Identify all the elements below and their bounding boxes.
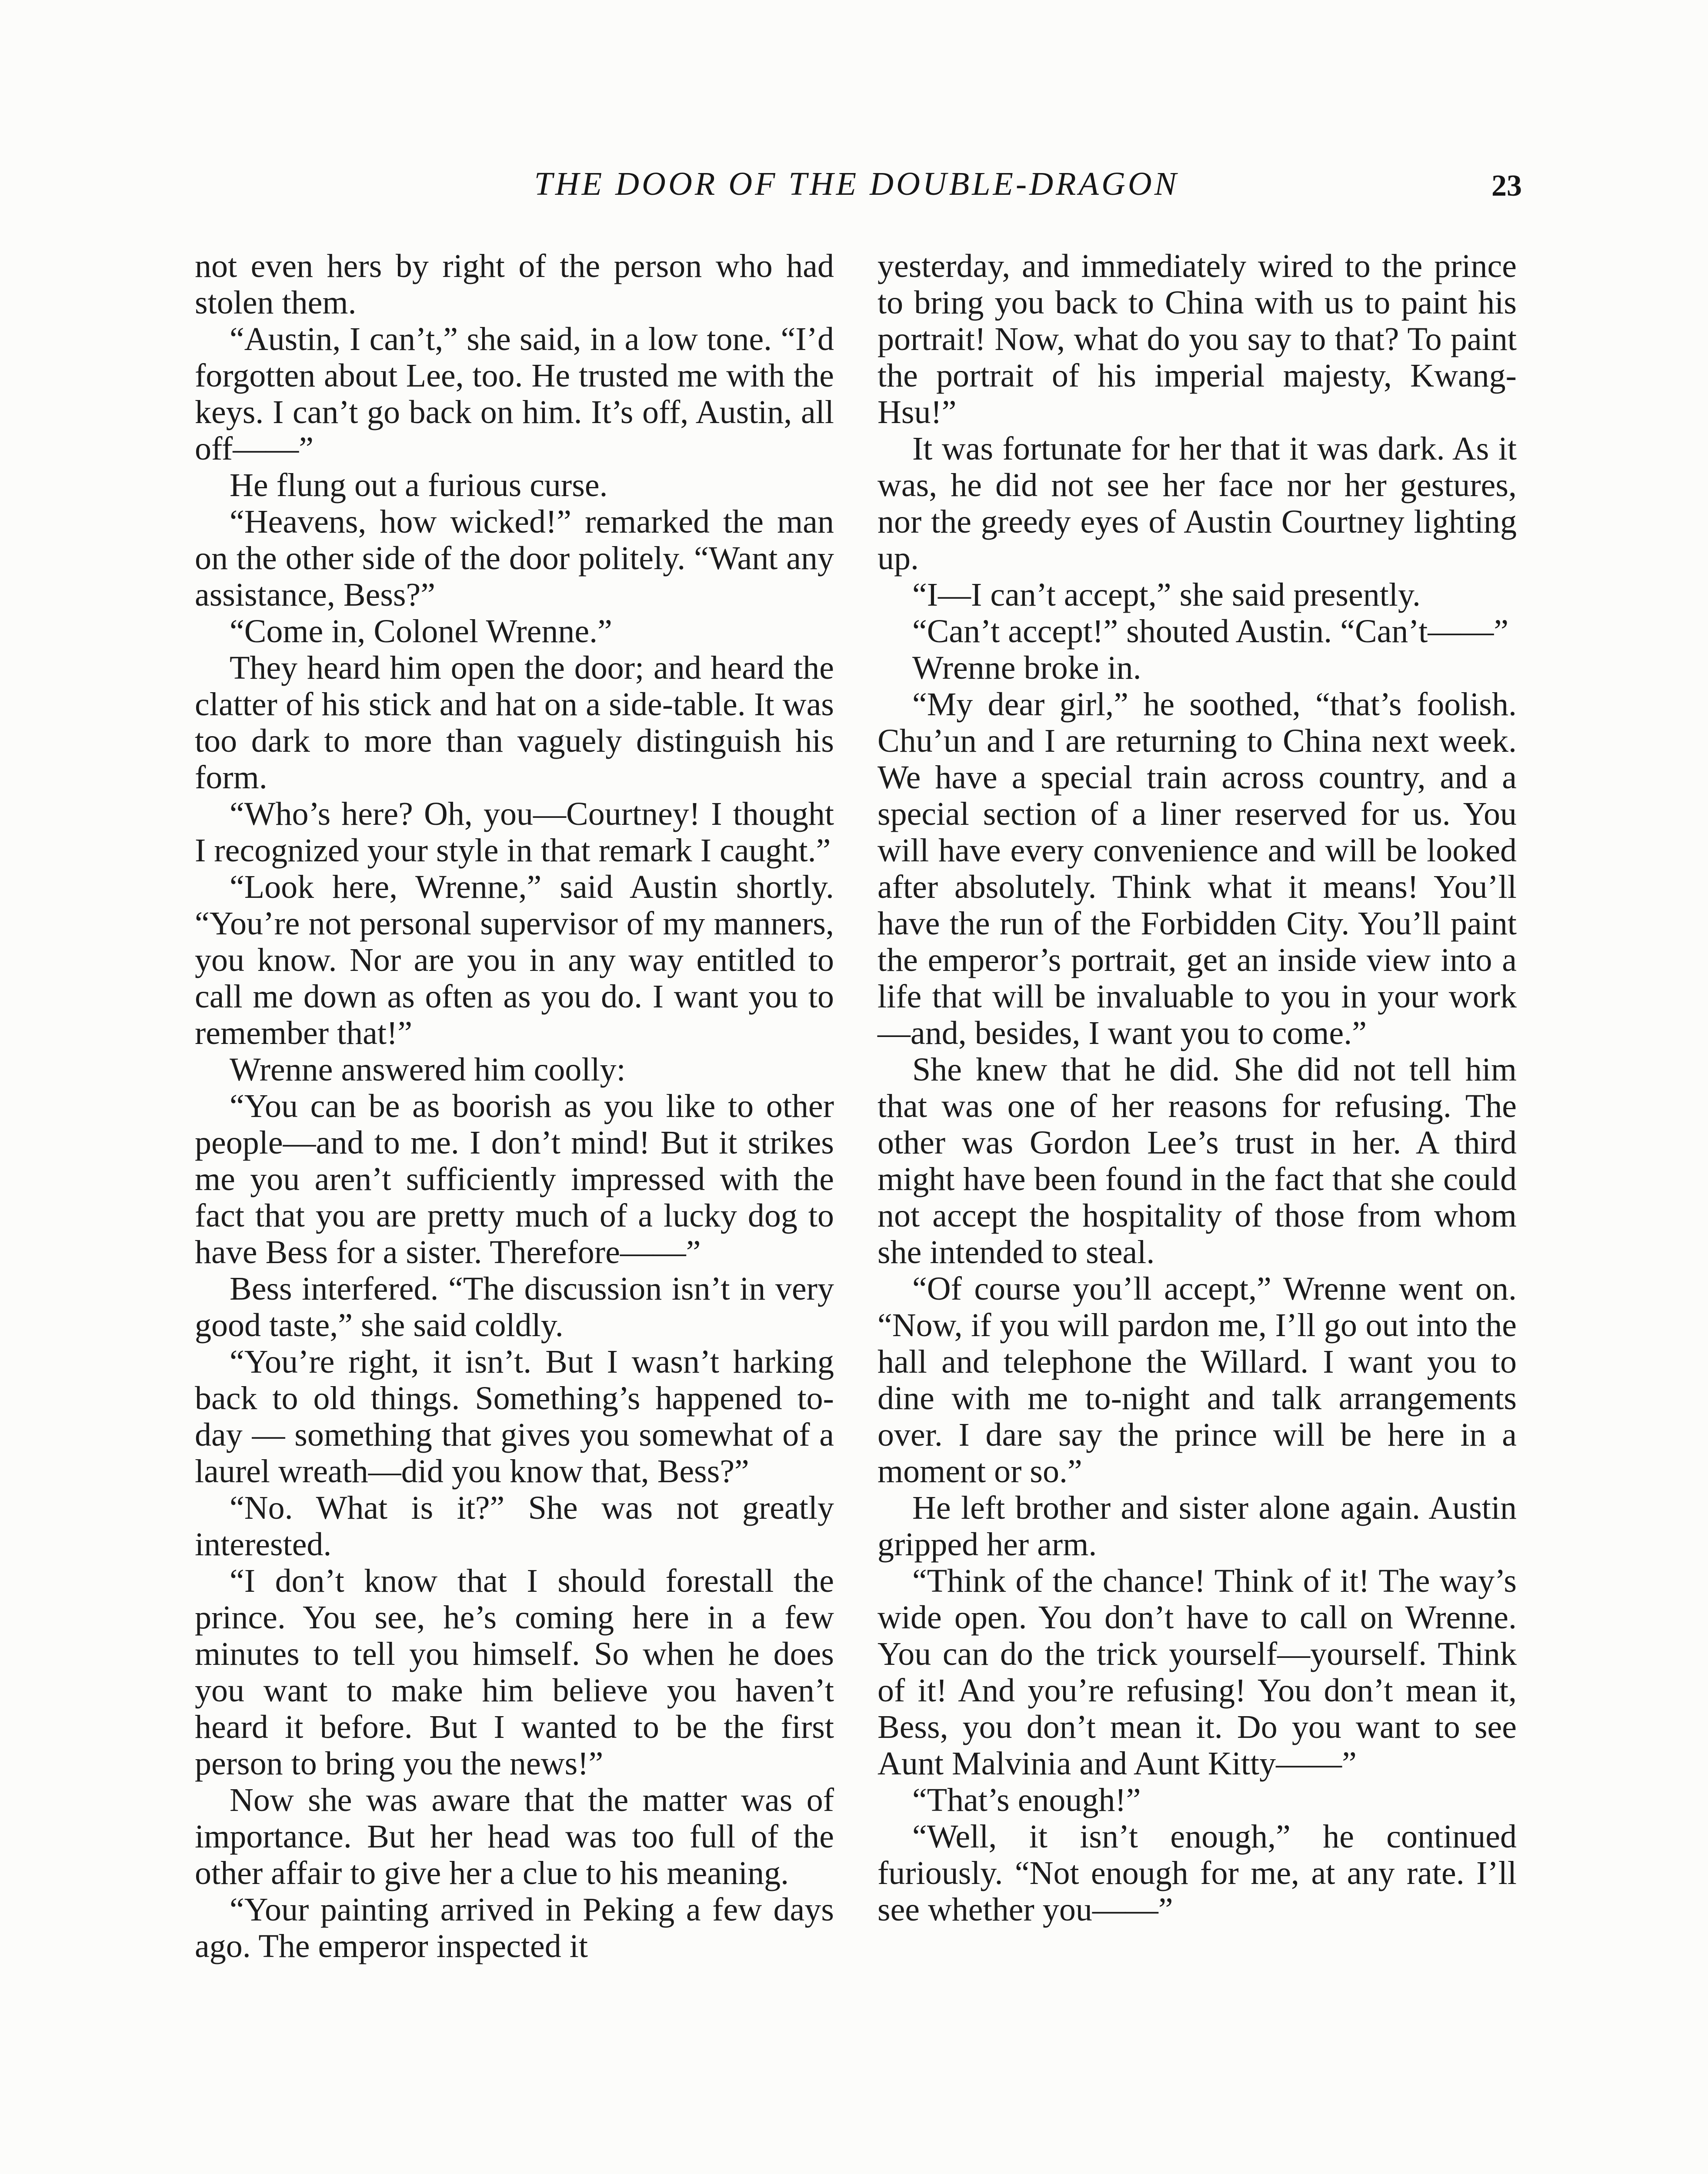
paragraph: “Think of the chance! Think of it! The way’s wide open. You don’t have to call on Wrenne. You can do the trick yourself—yourself. Think of it! And you’re refusing! You don’t mean it, Bess, you don’t mean it. Do you want to see Aunt Malvinia and Aunt Kitty——” bbox=[877, 1563, 1517, 1782]
paragraph: She knew that he did. She did not tell him that was one of her reasons for refusing. The other was Gordon Lee’s trust in her. A third might have been found in the fact that she could not accept the hospitality of those from whom she intended to steal. bbox=[877, 1051, 1517, 1270]
right-column bbox=[877, 248, 1517, 1928]
paragraph: not even hers by right of the person who had stolen them. bbox=[195, 248, 834, 321]
paragraph: “Heavens, how wicked!” remarked the man on the other side of the door politely. “Want any assistance, Bess?” bbox=[195, 503, 834, 613]
paragraph: “I don’t know that I should forestall the prince. You see, he’s coming here in a few minutes to tell you himself. So when he does you want to make him believe you haven’t heard it before. But I wanted to be the first person to bring you the news!” bbox=[195, 1563, 834, 1782]
paragraph: Wrenne broke in. bbox=[912, 650, 1141, 686]
paragraph: “You can be as boorish as you like to other people—and to me. I don’t mind! But it strikes me you aren’t sufficiently impressed with the fact that you are pretty much of a lucky dog to have Bess for a sister. Therefore——” bbox=[195, 1088, 834, 1270]
paragraph: Wrenne answered him coolly: bbox=[230, 1051, 626, 1088]
paragraph: “Your painting arrived in Peking a few days ago. The emperor inspected it bbox=[195, 1891, 834, 1964]
left-column bbox=[195, 248, 834, 1964]
paragraph: “No. What is it?” She was not greatly interested. bbox=[195, 1490, 834, 1563]
paragraph: “Of course you’ll accept,” Wrenne went on. “Now, if you will pardon me, I’ll go out into the hall and telephone the Willard. I want you to dine with me to-night and talk arrangements over. I dare say the prince will be here in a moment or so.” bbox=[877, 1270, 1517, 1490]
paragraph: “Come in, Colonel Wrenne.” bbox=[230, 613, 612, 650]
paragraph: “Well, it isn’t enough,” he continued furiously. “Not enough for me, at any rate. I’ll see whether you——” bbox=[877, 1818, 1517, 1928]
paragraph: It was fortunate for her that it was dark. As it was, he did not see her face nor her gestures, nor the greedy eyes of Austin Courtney lighting up. bbox=[877, 430, 1517, 577]
paragraph: “You’re right, it isn’t. But I wasn’t harking back to old things. Something’s happened to-day — something that gives you somewhat of a laurel wreath—did you know that, Bess?” bbox=[195, 1344, 834, 1490]
paragraph: “Austin, I can’t,” she said, in a low tone. “I’d forgotten about Lee, too. He trusted me with the keys. I can’t go back on him. It’s off, Austin, all off——” bbox=[195, 321, 834, 467]
paragraph: He left brother and sister alone again. Austin gripped her arm. bbox=[877, 1490, 1517, 1563]
paragraph: “Who’s here? Oh, you—Courtney! I thought I recognized your style in that remark I caught.” bbox=[195, 796, 834, 869]
paragraph: Bess interfered. “The discussion isn’t in very good taste,” she said coldly. bbox=[195, 1270, 834, 1344]
paragraph: “Look here, Wrenne,” said Austin shortly. “You’re not personal supervisor of my manners, you know. Nor are you in any way entitled to call me down as often as you do. I want you to remember that!” bbox=[195, 869, 834, 1051]
page-header bbox=[191, 165, 1522, 226]
paragraph: He flung out a furious curse. bbox=[230, 467, 608, 503]
page-number: 23 bbox=[1491, 169, 1522, 203]
paragraph: They heard him open the door; and heard the clatter of his stick and hat on a side-table. It was too dark to more than vaguely distinguish his form. bbox=[195, 650, 834, 796]
running-title: THE DOOR OF THE DOUBLE-DRAGON bbox=[534, 166, 1179, 202]
paragraph: Now she was aware that the matter was of importance. But her head was too full of the other affair to give her a clue to his meaning. bbox=[195, 1782, 834, 1891]
paragraph: yesterday, and immediately wired to the prince to bring you back to China with us to paint his portrait! Now, what do you say to that? To paint the portrait of his imperial majesty, Kwang-Hsu!” bbox=[877, 248, 1517, 430]
paragraph: “Can’t accept!” shouted Austin. “Can’t——” bbox=[912, 613, 1509, 650]
paragraph: “I—I can’t accept,” she said presently. bbox=[912, 577, 1421, 613]
paragraph: “That’s enough!” bbox=[912, 1782, 1141, 1818]
paragraph: “My dear girl,” he soothed, “that’s foolish. Chu’un and I are returning to China next week. We have a special train across country, and a special section of a liner reserved for us. You will have every convenience and will be looked after absolutely. Think what it means! You’ll have the run of the Forbidden City. You’ll paint the emperor’s portrait, get an inside view into a life that will be invaluable to you in your work—and, besides, I want you to come.” bbox=[877, 686, 1517, 1051]
